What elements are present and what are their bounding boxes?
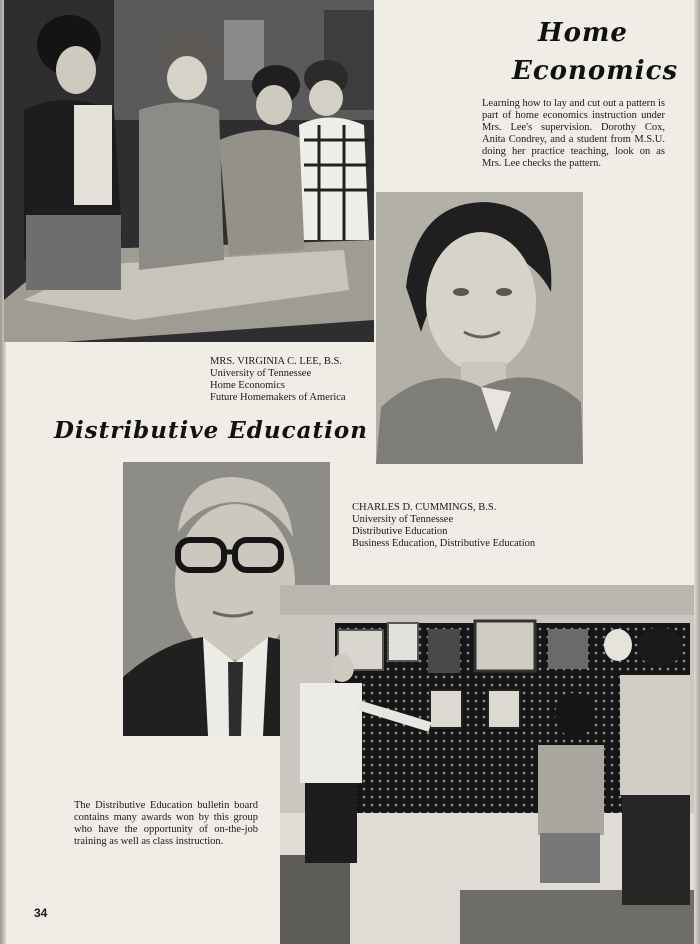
cummings-school: University of Tennessee [352, 514, 454, 525]
lee-caption [210, 356, 370, 404]
cummings-subject: Distributive Education [352, 526, 448, 537]
sewing-class-photo [4, 0, 374, 342]
cummings-caption [352, 502, 582, 550]
lee-club: Future Homemakers of America [210, 392, 346, 403]
page-edge [694, 0, 700, 944]
distributive-education-caption: The Distributive Education bulletin board contains many awards won by this group who have the opportunity of on-the-job training as well as class instruction. [74, 800, 258, 847]
home-economics-title-line1: Home [538, 18, 628, 48]
page-number: 34 [34, 906, 48, 920]
portrait-illustration [376, 192, 583, 464]
bulletin-board-illustration [280, 585, 694, 944]
home-economics-title-line2: Economics [512, 56, 679, 86]
lee-school: University of Tennessee [210, 368, 312, 379]
lee-subject: Home Economics [210, 380, 285, 391]
sewing-class-illustration [4, 0, 374, 342]
cummings-name: CHARLES D. CUMMINGS, B.S. [352, 502, 497, 513]
distributive-education-title: Distributive Education [54, 417, 368, 444]
portrait-virginia-lee [376, 192, 583, 464]
bulletin-board-photo [280, 585, 694, 944]
lee-name: MRS. VIRGINIA C. LEE, B.S. [210, 356, 342, 367]
home-economics-caption: Learning how to lay and cut out a pattern is part of home economics instruction under Mrs. Lee's supervision. Dorothy Cox, Anita Condrey, and a student from M.S.U. doing her practice teaching, look on as Mrs. Lee checks the pattern. [482, 98, 665, 169]
cummings-courses: Business Education, Distributive Education [352, 538, 536, 549]
